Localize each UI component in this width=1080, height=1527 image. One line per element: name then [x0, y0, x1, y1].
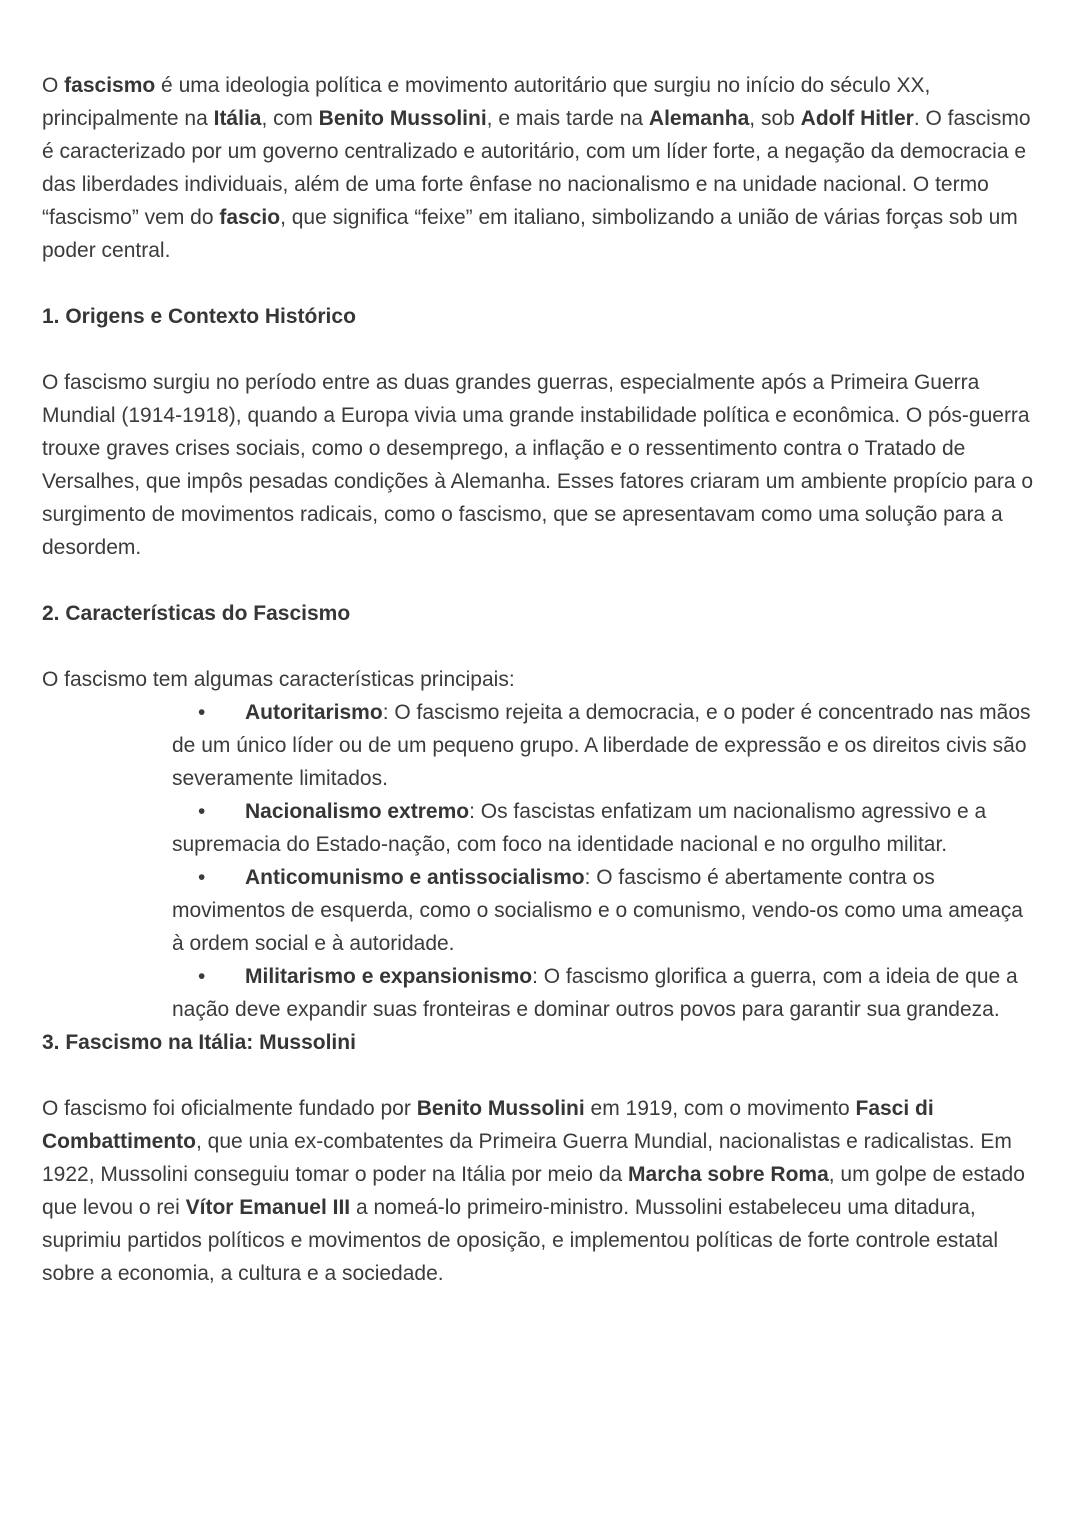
list-item [42, 861, 1040, 960]
term-alemanha: Alemanha [648, 107, 750, 130]
section-heading-mussolini: 3. Fascismo na Itália: Mussolini [42, 1031, 356, 1054]
term-fascio: fascio [219, 206, 281, 229]
characteristics-list [42, 696, 1040, 1026]
list-item-continuation: a supremacia do Estado-nação, com foco na identidade nacional e no orgulho militar. [172, 800, 987, 856]
intro-text: , e mais tarde na [486, 107, 649, 130]
bullet-icon: • [198, 800, 206, 823]
section-heading-origens: 1. Origens e Contexto Histórico [42, 305, 356, 328]
paragraph-text: a nomeá-lo primeiro-ministro. Mussolini estabeleceu uma ditadura, suprimiu partidos políticos e movimentos de oposição, e implementou políticas de forte controle estatal sobre a economia, a cultura e a sociedade. [42, 1196, 998, 1285]
list-item-term: Nacionalismo extremo [245, 800, 470, 823]
list-item-text: : O fascismo glorifica a guerra, com a ideia de [532, 965, 960, 988]
list-item [42, 696, 1040, 795]
paragraph-text: O fascismo foi oficialmente fundado por [42, 1097, 417, 1120]
list-item [42, 795, 1040, 861]
list-item-continuation: nas mãos de um único líder ou de um pequeno grupo. A liberdade de expressão e os direitos civis são severamente limitados. [172, 701, 1031, 790]
list-item-continuation: movimentos de esquerda, como o socialismo e o comunismo, vendo-os como uma ameaça à ordem social e à autoridade. [172, 899, 1023, 955]
section-paragraph-mussolini [42, 1092, 1040, 1290]
term-marcha-sobre-roma: Marcha sobre Roma [628, 1163, 829, 1186]
list-item-text: : O fascismo é abertamente contra os [584, 866, 935, 889]
intro-text: , que significa “feixe” em italiano, simbolizando a união de várias forças sob um poder central. [42, 206, 1018, 262]
list-item-term: Anticomunismo e antissocialismo [245, 866, 585, 889]
term-italia: Itália [213, 107, 262, 130]
term-adolf-hitler: Adolf Hitler [800, 107, 914, 130]
term-vitor-emanuel-iii: Vítor Emanuel III [185, 1196, 351, 1219]
term-fascismo: fascismo [64, 74, 156, 97]
term-benito-mussolini: Benito Mussolini [318, 107, 487, 130]
list-item [42, 960, 1040, 1026]
paragraph-text: , um golpe de estado que levou o rei [42, 1163, 1025, 1219]
list-item-continuation: que a nação deve expandir suas fronteiras e dominar outros povos para garantir sua grandeza. [172, 965, 1018, 1021]
intro-text: . O fascismo é caracterizado por um governo centralizado e autoritário, com um líder forte, a negação da democracia e das liberdades individuais, além de uma forte ênfase no nacionalismo e na unidade nacional. O termo “fascismo” vem do [42, 107, 1031, 229]
list-intro: O fascismo tem algumas características principais: [42, 668, 515, 691]
section-paragraph-origens: O fascismo surgiu no período entre as duas grandes guerras, especialmente após a Primeira Guerra Mundial (1914-1918), quando a Europa vivia uma grande instabilidade política e econômica. O pós-guerra trouxe graves crises sociais, como o desemprego, a inflação e o ressentimento contra o Tratado de Versalhes, que impôs pesadas condições à Alemanha. Esses fatores criaram um ambiente propício para o surgimento de movimentos radicais, como o fascismo, que se apresentavam como uma solução para a desordem. [42, 371, 1034, 559]
paragraph-text: em 1919, com o movimento [584, 1097, 856, 1120]
intro-text: , sob [749, 107, 801, 130]
section-heading-caracteristicas: 2. Características do Fascismo [42, 602, 351, 625]
list-item-term: Militarismo e expansionismo [245, 965, 533, 988]
bullet-icon: • [198, 866, 206, 889]
paragraph-text: , que unia ex-combatentes da Primeira Guerra Mundial, nacionalistas e radicalistas. Em 1922, Mussolini conseguiu tomar o poder na Itália por meio da [42, 1130, 1012, 1186]
term-benito-mussolini: Benito Mussolini [416, 1097, 585, 1120]
list-item-term: Autoritarismo [245, 701, 383, 724]
term-fasci-di-combattimento: Fasci di Combattimento [42, 1097, 934, 1153]
list-item-text: : O fascismo rejeita a democracia, e o poder é concentrado [382, 701, 934, 724]
intro-text: , com [261, 107, 319, 130]
intro-text: O [42, 74, 65, 97]
list-item-text: : Os fascistas enfatizam um nacionalismo agressivo e [469, 800, 969, 823]
bullet-icon: • [198, 965, 206, 988]
bullet-icon: • [198, 701, 206, 724]
intro-paragraph [42, 69, 1040, 267]
intro-text: é uma ideologia política e movimento autoritário que surgiu no início do século XX, principalmente na [42, 74, 931, 130]
